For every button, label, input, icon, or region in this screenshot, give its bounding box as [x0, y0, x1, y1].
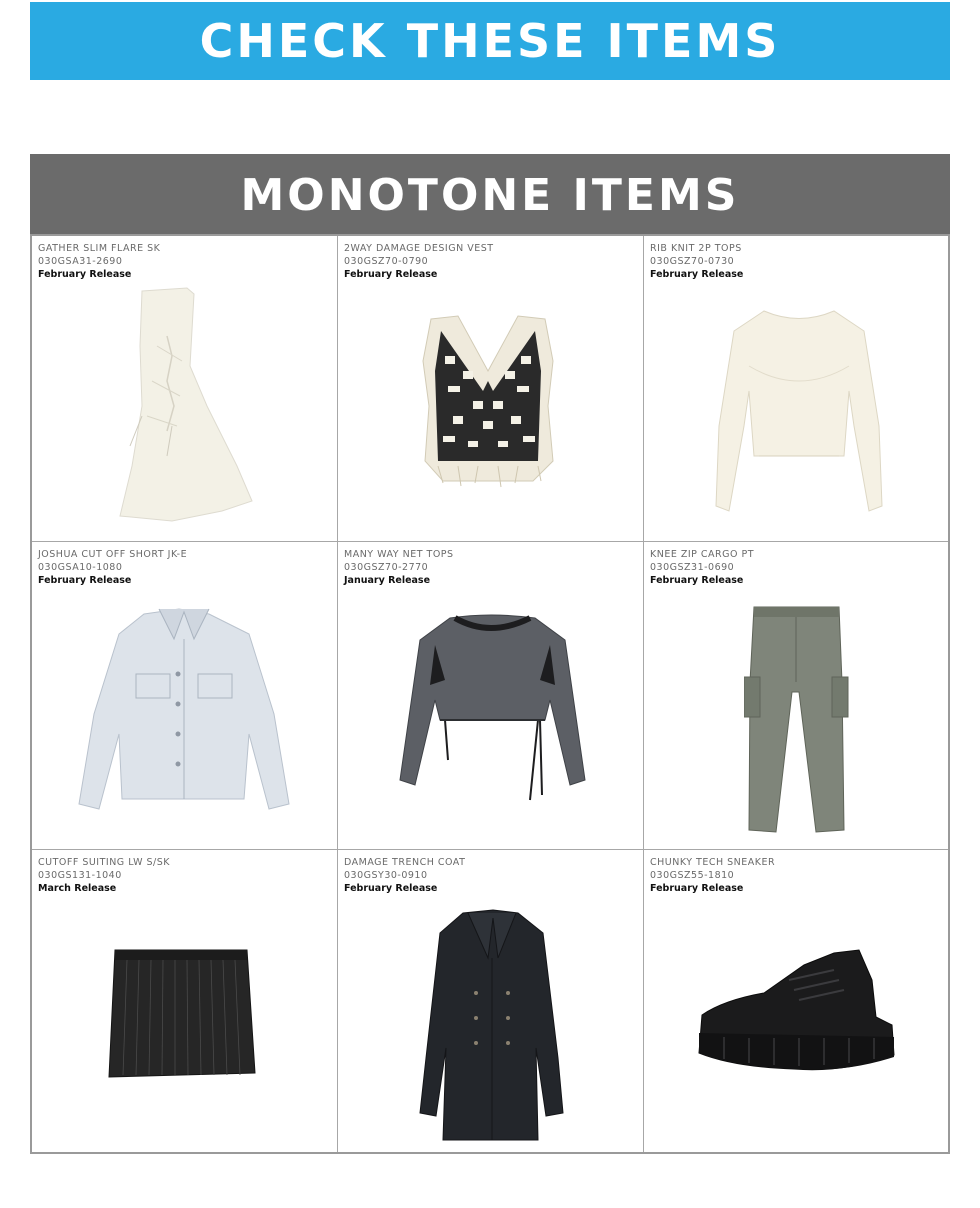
- product-info: [650, 548, 754, 587]
- khaki-cargo-pants-image[interactable]: [744, 602, 849, 834]
- product-name: 2WAY DAMAGE DESIGN VEST: [344, 243, 494, 254]
- release-label: March Release: [38, 883, 117, 894]
- release-label: February Release: [650, 269, 744, 280]
- release-label: February Release: [38, 269, 132, 280]
- product-name: CUTOFF SUITING LW S/SK: [38, 857, 171, 868]
- product-info: [650, 242, 743, 281]
- product-card[interactable]: [32, 542, 338, 850]
- product-info: [38, 548, 187, 587]
- check-these-items-banner: CHECK THESE ITEMS: [30, 2, 950, 80]
- product-card[interactable]: [32, 236, 338, 542]
- product-name: DAMAGE TRENCH COAT: [344, 857, 466, 868]
- product-card[interactable]: [338, 850, 644, 1152]
- product-code: 030GSZ31-0690: [650, 562, 735, 573]
- product-code: 030GSA31-2690: [38, 256, 123, 267]
- product-name: KNEE ZIP CARGO PT: [650, 549, 755, 560]
- release-label: February Release: [38, 575, 132, 586]
- product-name: CHUNKY TECH SNEAKER: [650, 857, 776, 868]
- release-label: February Release: [650, 883, 744, 894]
- product-info: [344, 242, 494, 281]
- product-card[interactable]: [338, 542, 644, 850]
- product-info: [650, 856, 775, 895]
- product-name: GATHER SLIM FLARE SK: [38, 243, 161, 254]
- product-name: JOSHUA CUT OFF SHORT JK-E: [38, 549, 188, 560]
- white-flare-skirt-image[interactable]: [112, 286, 262, 526]
- product-info: [344, 856, 465, 895]
- section-header: MONOTONE ITEMS: [30, 154, 950, 236]
- product-card[interactable]: [644, 850, 948, 1152]
- product-info: [344, 548, 454, 587]
- product-code: 030GSZ55-1810: [650, 870, 735, 881]
- product-card[interactable]: [32, 850, 338, 1152]
- product-code: 030GSZ70-2770: [344, 562, 429, 573]
- knit-damage-vest-image[interactable]: [413, 311, 563, 491]
- release-label: February Release: [344, 269, 438, 280]
- product-grid: [30, 234, 950, 1154]
- product-info: [38, 856, 170, 895]
- product-code: 030GSZ70-0790: [344, 256, 429, 267]
- gray-net-top-image[interactable]: [390, 610, 595, 810]
- product-info: [38, 242, 160, 281]
- release-label: February Release: [650, 575, 744, 586]
- product-card[interactable]: [338, 236, 644, 542]
- cream-rib-knit-top-image[interactable]: [704, 306, 894, 516]
- release-label: February Release: [344, 883, 438, 894]
- product-code: 030GS131-1040: [38, 870, 122, 881]
- light-denim-jacket-image[interactable]: [74, 604, 294, 819]
- release-label: January Release: [344, 575, 431, 586]
- product-code: 030GSZ70-0730: [650, 256, 735, 267]
- product-name: RIB KNIT 2P TOPS: [650, 243, 742, 254]
- product-code: 030GSY30-0910: [344, 870, 428, 881]
- black-chunky-sneaker-image[interactable]: [694, 945, 899, 1075]
- black-trench-coat-image[interactable]: [418, 908, 566, 1144]
- pinstripe-mini-skirt-image[interactable]: [107, 945, 259, 1080]
- product-name: MANY WAY NET TOPS: [344, 549, 454, 560]
- product-code: 030GSA10-1080: [38, 562, 123, 573]
- product-card[interactable]: [644, 542, 948, 850]
- product-card[interactable]: [644, 236, 948, 542]
